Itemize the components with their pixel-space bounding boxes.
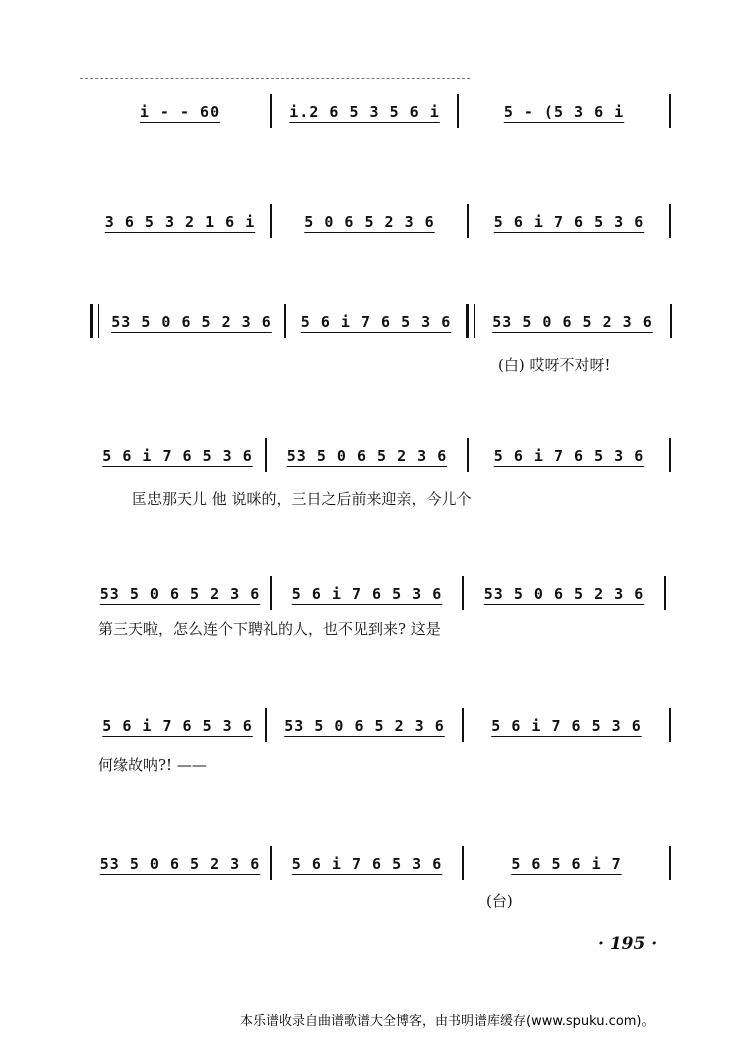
measure xyxy=(90,573,270,607)
notes: 53 5 0 6 5 2 3 6 xyxy=(99,585,261,603)
notes: 5 6 i 7 6 5 3 6 xyxy=(291,585,443,603)
measure xyxy=(99,301,284,335)
measure xyxy=(272,91,457,125)
notes: 5 0 6 5 2 3 6 xyxy=(304,213,435,231)
score-row-5 xyxy=(90,570,680,610)
measure xyxy=(272,843,462,877)
measure xyxy=(90,843,270,877)
barline xyxy=(669,708,671,742)
notes: 53 5 0 6 5 2 3 6 xyxy=(284,717,445,735)
measure xyxy=(469,435,669,469)
lyric-line: 匡忠那天儿 他 说咪的，三日之后前来迎亲，今儿个 xyxy=(132,490,472,508)
notes: i - - 60 xyxy=(139,103,221,121)
notes: 5 6 5 6 i 7 xyxy=(511,855,622,873)
notes: 5 6 i 7 6 5 3 6 xyxy=(102,717,253,735)
notes: 5 6 i 7 6 5 3 6 xyxy=(102,447,253,465)
measure xyxy=(90,705,265,739)
barline xyxy=(664,576,666,610)
measure xyxy=(90,91,270,125)
measure xyxy=(272,573,462,607)
measure xyxy=(459,91,669,125)
measure xyxy=(469,201,669,235)
repeat-barline xyxy=(466,304,475,338)
score-row-7 xyxy=(90,840,680,880)
measure xyxy=(475,301,670,335)
barline xyxy=(669,846,671,880)
notes: 3 6 5 3 2 1 6 i xyxy=(104,213,256,231)
barline xyxy=(669,204,671,238)
measure xyxy=(272,201,467,235)
measure xyxy=(90,435,265,469)
score-row-3 xyxy=(90,298,680,338)
notes: 53 5 0 6 5 2 3 6 xyxy=(483,585,645,603)
barline xyxy=(669,94,671,128)
measure xyxy=(464,705,669,739)
notes: 53 5 0 6 5 2 3 6 xyxy=(286,447,448,465)
footer-note: 本乐谱收录自曲谱歌谱大全博客，由书明谱库缓存(www.spuku.com)。 xyxy=(240,1014,655,1029)
measure xyxy=(267,705,462,739)
notes: 5 6 i 7 6 5 3 6 xyxy=(493,213,645,231)
measure xyxy=(464,573,664,607)
notes: 5 6 i 7 6 5 3 6 xyxy=(291,855,443,873)
score-row-2 xyxy=(90,198,680,238)
measure xyxy=(267,435,467,469)
measure xyxy=(464,843,669,877)
notes: 53 5 0 6 5 2 3 6 xyxy=(492,313,653,331)
notes: 5 6 i 7 6 5 3 6 xyxy=(300,313,452,331)
lyric-line: 第三天啦，怎么连个下聘礼的人，也不见到来? 这是 xyxy=(98,620,441,638)
lyric-line: 何缘故呐?! —— xyxy=(98,756,207,774)
top-dashed-line xyxy=(80,78,470,79)
notes: 5 - (5 3 6 i xyxy=(503,103,625,121)
notes: 5 6 i 7 6 5 3 6 xyxy=(491,717,642,735)
barline xyxy=(670,304,672,338)
barline xyxy=(669,438,671,472)
page-number: · 195 · xyxy=(598,934,658,954)
score-row-6 xyxy=(90,702,680,742)
score-row-4 xyxy=(90,432,680,472)
measure xyxy=(286,301,466,335)
notes: 53 5 0 6 5 2 3 6 xyxy=(111,313,272,331)
measure xyxy=(90,201,270,235)
repeat-start-barline xyxy=(90,304,99,338)
notes: 53 5 0 6 5 2 3 6 xyxy=(99,855,261,873)
lyric-line: (台) xyxy=(486,892,513,910)
lyric-line: (白) 哎呀不对呀! xyxy=(498,356,611,374)
notes: i.2 6 5 3 5 6 i xyxy=(289,103,440,121)
notes: 5 6 i 7 6 5 3 6 xyxy=(493,447,645,465)
score-row-1 xyxy=(90,88,680,128)
